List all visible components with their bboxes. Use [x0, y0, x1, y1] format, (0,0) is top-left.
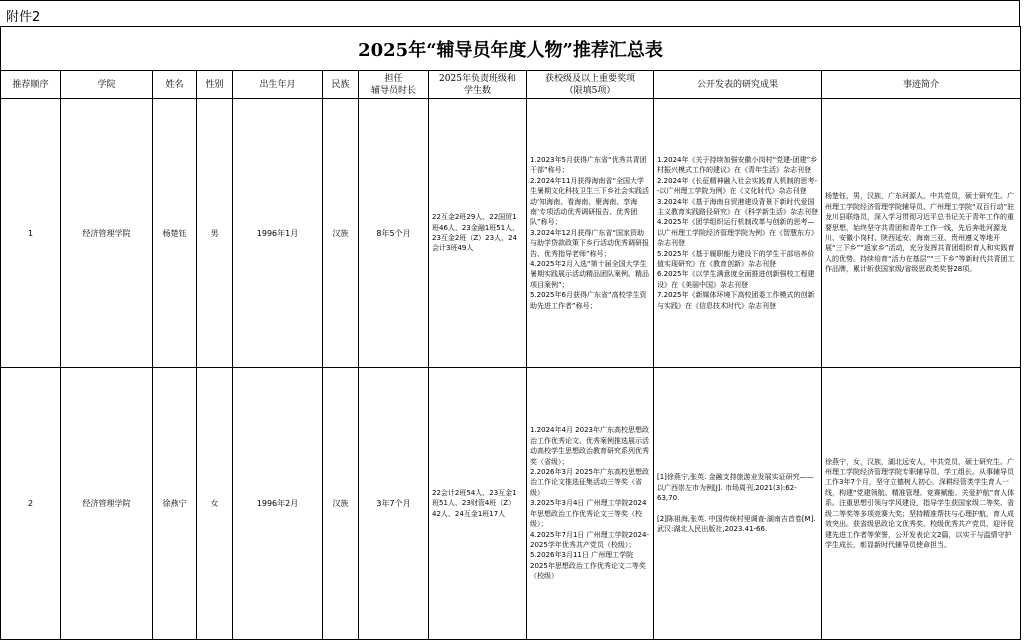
cell-birth: 1996年2月: [233, 368, 323, 640]
header-row: [1, 71, 1021, 99]
cell-awards: 1.2023年5月获得广东省“优秀共青团干部”称号； 2.2024年11月获得海南省“全国大学生暑期文化科技卫生三下乡社会实践活动‘知海南、看海南、聚海南、享海南’专项活动优秀调研报告、优秀团队”称号； 3.2024年12月获得广东省“国家资助与助学贷款政策下乡行活动优秀调研报告、优秀指导老师”称号； 4.2025年2月入选“第十届全国大学生暑期实践展示活动精品团队案例、精品项目案例”； 5.2025年6月获得广东省“高校学生资助先进工作者”称号；: [527, 99, 654, 368]
header-bio: 事迹简介: [822, 71, 1021, 99]
cell-bio: 徐燕宁，女，汉族，湖北远安人，中共党员，硕士研究生。广州理工学院经济管理学院专职辅导员、学工组长。从事辅导员工作3年7个月，坚守立德树人初心，深耕经管类学生育人一线，构建“党建领航、精准管理、竞赛赋能、关爱护航”育人体系。注重思想引领与学风建设，指导学生获国家级二等奖、省级二等奖等多项竞赛大奖；坚持精准帮扶与心理护航，育人成效突出。获省级思政论文优秀奖、校级优秀共产党员、迎评促建先进工作者等荣誉，公开发表论文2篇，以实干与温情守护学生成长，彰显新时代辅导员使命担当。: [822, 368, 1021, 640]
cell-classes: 22会计2班54人、23互金1班51人、23财管4班（Z）42人、24互金1班17人: [429, 368, 527, 640]
cell-college: 经济管理学院: [61, 368, 153, 640]
cell-awards: 1.2024年4月 2023年广东高校思想政治工作优秀论文、优秀案例推选展示活动高校学生思想政治教育研究系列优秀奖（省级）； 2.2026年3月 2025年广东高校思想政治工作论文推选征集活动三等奖（省级） 3.2025年3月4日 广州理工学院2024年思想政治工作优秀论文三等奖（校级）； 4.2025年7月1日 广州理工学院2024-2025学年优秀共产党员（校级）； 5.2026年3月11日 广州理工学院2025年思想政治工作优秀论文二等奖（校级）: [527, 368, 654, 640]
cell-name: 杨楚钰: [153, 99, 197, 368]
cell-tenure: 8年5个月: [359, 99, 429, 368]
header-birth: 出生年月: [233, 71, 323, 99]
header-gender: 性别: [197, 71, 233, 99]
cell-college: 经济管理学院: [61, 99, 153, 368]
attachment-label: 附件2: [6, 10, 41, 25]
cell-research: [1]徐燕宁,张英. 金融支持旅游业发展实证研究——以广西崇左市为例[J]. 市场周刊,2021(3):62-63,70. [2]陈祖海,张英. 中国传统村里调查·湖南吉首卷[M].武汉:湖北人民出版社,2023.41-66.: [654, 368, 822, 640]
cell-gender: 男: [197, 99, 233, 368]
header-awards: 获校级及以上重要奖项 （限填5项）: [527, 71, 654, 99]
summary-table: [0, 26, 1021, 640]
header-name: 姓名: [153, 71, 197, 99]
cell-name: 徐燕宁: [153, 368, 197, 640]
header-tenure: 担任 辅导员时长: [359, 71, 429, 99]
header-ethnicity: 民族: [323, 71, 359, 99]
header-classes: 2025年负责班级和 学生数: [429, 71, 527, 99]
cell-gender: 女: [197, 368, 233, 640]
cell-research: 1.2024年《关于持续加强安徽小岗村“党建-团建”乡村振兴模式工作的建议》在《青年生活》杂志刊登 2.2024年《长征精神融入社会实践育人机制的思考--以广州理工学院为例》在《文化时代》杂志刊登 3.2024年《基于海南自贸港建设背景下新时代爱国主义教育实践路径研究》在《科学新生活》杂志刊登 4.2025年《团学组织运行机制改革与创新的思考—以广州理工学院经济管理学院为例》在《智慧东方》杂志刊登 5.2025年《基于履职能力建设下的学生干部培养价值实现研究》在《教育创新》杂志刊登 6.2025年《以学生满意度全面推进创新强校工程建设》在《美丽中国》杂志刊登 7.2025年《新媒体环境下高校团委工作模式的创新与实践》在《信息技术时代》杂志刊登: [654, 99, 822, 368]
header-research: 公开发表的研究成果: [654, 71, 822, 99]
cell-ethnicity: 汉族: [323, 368, 359, 640]
cell-order: 2: [1, 368, 61, 640]
cell-birth: 1996年1月: [233, 99, 323, 368]
cell-ethnicity: 汉族: [323, 99, 359, 368]
table-row: [1, 368, 1021, 640]
cell-classes: 22互金2班29人、22国贸1班46人、23金融1班51人、23互金2班（Z）23人、24会计3班49人: [429, 99, 527, 368]
cell-tenure: 3年7个月: [359, 368, 429, 640]
attachment-row: [0, 0, 1020, 26]
table-row: [1, 99, 1021, 368]
header-order: 推荐顺序: [1, 71, 61, 99]
cell-order: 1: [1, 99, 61, 368]
table-title: 2025年“辅导员年度人物”推荐汇总表: [1, 27, 1021, 71]
cell-bio: 杨楚钰，男，汉族，广东河源人，中共党员，硕士研究生。广州理工学院经济管理学院辅导员、广州理工学院“双百行动”驻龙川县联络员，深入学习贯彻习近平总书记关于青年工作的重要思想，始终坚守共青团和青年工作一线，先后奔赴河源龙川、安徽小岗村、陕西延安、海南三亚、贵州遵义等地开展“三下乡”“返家乡”活动，充分发挥共青团组织育人和实践育人的优势。持续培育“活力在基层”“三下乡”等新时代共青团工作品牌，累计斩获国家级/省级思政类奖誉28项。: [822, 99, 1021, 368]
header-college: 学院: [61, 71, 153, 99]
